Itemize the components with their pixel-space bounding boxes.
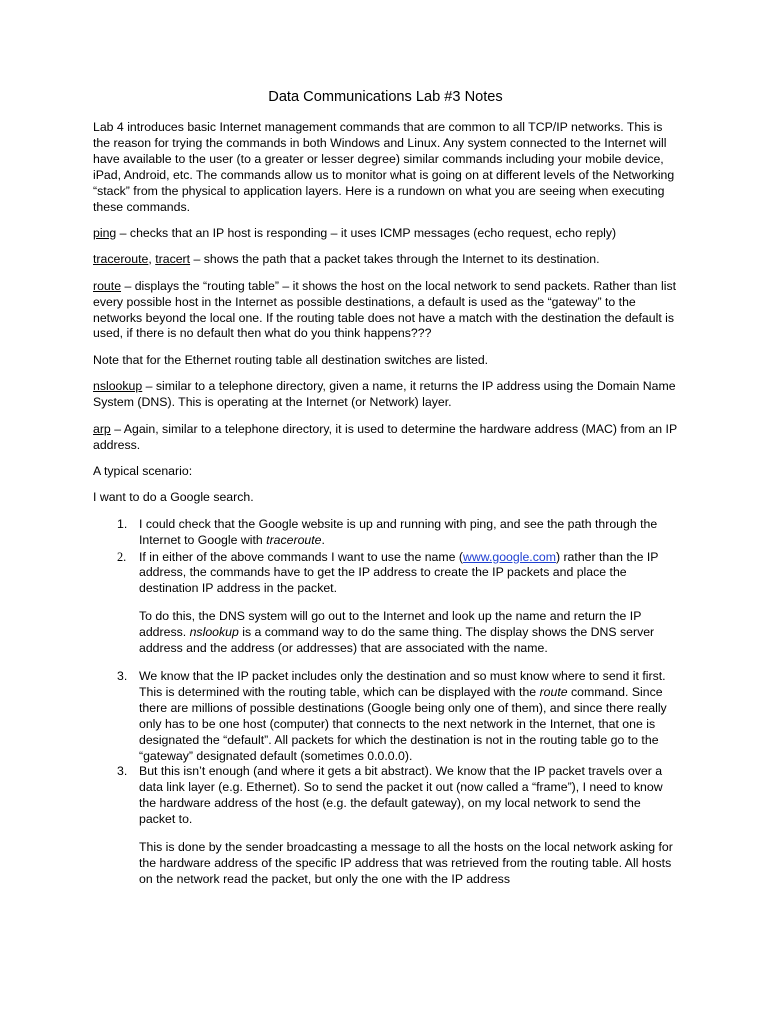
nslookup-paragraph (93, 379, 678, 411)
traceroute-separator: , (148, 252, 156, 267)
page-title: Data Communications Lab #3 Notes (268, 89, 503, 105)
traceroute-term: traceroute (93, 252, 149, 267)
arp-description: – Again, similar to a telephone directory, it is used to determine the hardware address (MAC) from an IP address. (93, 421, 677, 452)
list-item (93, 669, 678, 764)
scenario-intro: I want to do a Google search. (93, 490, 254, 505)
scenario-heading: A typical scenario: (93, 463, 193, 478)
list-item (93, 764, 678, 887)
step-text-part: command. Since there are millions of possible destinations (Google being only one of them), and since there really only has to be one host (computer) that connects to the next network in the Internet, that one is designated the “default”. All packets for which the destination is not in the routing table go to the “gateway” designated default (sometimes 0.0.0.0). (139, 684, 667, 763)
step-text (139, 550, 678, 598)
nslookup-description: – similar to a telephone directory, given a name, it returns the IP address using the Domain Name System (DNS). This is operating at the Internet (or Network) layer. (93, 379, 676, 410)
ethernet-note: Note that for the Ethernet routing table all destination switches are listed. (93, 352, 489, 367)
list-number: 3. (117, 764, 128, 779)
arp-paragraph (93, 422, 678, 454)
step-text-part: . (321, 532, 325, 547)
route-paragraph (93, 279, 678, 343)
route-term: route (93, 278, 122, 293)
ping-term: ping (93, 225, 117, 240)
list-number: 3. (117, 668, 128, 683)
step-text (139, 669, 678, 764)
step-text-part: I could check that the Google website is up and running with ping, and see the path through the Internet to Google with (139, 516, 658, 547)
traceroute-paragraph (93, 252, 678, 268)
step-subparagraph: This is done by the sender broadcasting a message to all the hosts on the local network asking for the hardware address of the specific IP address that was retrieved from the routing table. All hosts on the network read the packet, but only the one with the IP address (139, 840, 673, 886)
step-text: But this isn’t enough (and where it gets a bit abstract). We know that the IP packet travels over a data link layer (e.g. Ethernet). So to send the packet it out (now called a “frame”), I need to know the hardware address of the host (e.g. the default gateway), on my local network to send the packet to. (139, 764, 663, 827)
ping-description: – checks that an IP host is responding – it uses ICMP messages (echo request, echo reply) (116, 225, 617, 240)
step-text-part: To do this, the DNS system will go out to the Internet and look up the name and return the IP address. (139, 609, 642, 640)
route-description: – displays the “routing table” – it shows the host on the local network to send packets. Rather than list every possible host in the Internet as possible destinations, a default is used as the “gateway” to the networks beyond the local one. If the routing table does not have a match with the destination the default is used, if there is no default then what do you think happens??? (93, 278, 677, 341)
scenario-steps (93, 517, 678, 888)
step-command-traceroute: traceroute (266, 532, 322, 547)
step-text-part: is a command way to do the same thing. The display shows the DNS server address and the address (or addresses) that are associated with the name. (139, 625, 655, 656)
step-command-route: route (539, 684, 568, 699)
google-link[interactable]: www.google.com (463, 549, 556, 564)
list-item (93, 550, 678, 657)
list-number: 2. (117, 549, 127, 564)
document-page (93, 88, 678, 900)
step-text-part: If in either of the above commands I want to use the name ( (139, 549, 463, 564)
step-text-part: ) rather than the IP address, the commands have to get the IP address to create the IP packets and place the destination IP address in the packet. (139, 549, 659, 596)
step-subparagraph (139, 609, 678, 657)
tracert-term: tracert (155, 252, 191, 267)
intro-paragraph: Lab 4 introduces basic Internet management commands that are common to all TCP/IP networks. This is the reason for trying the commands in both Windows and Linux. Any system connected to the Internet will have available to the user (to a greater or lesser degree) similar commands including your mobile device, iPad, Android, etc. The commands allow us to monitor what is going on at different levels of the Networking “stack” from the physical to application layers. Here is a rundown on what you are seeing when executing these commands. (93, 120, 675, 214)
step-text (139, 517, 678, 549)
list-number: 1. (117, 516, 128, 531)
step-text-part: We know that the IP packet includes only the destination and so must know where to send it first. This is determined with the routing table, which can be displayed with the (139, 668, 666, 699)
step-command-nslookup: nslookup (189, 625, 239, 640)
arp-term: arp (93, 421, 111, 436)
ping-paragraph (93, 226, 678, 242)
nslookup-term: nslookup (93, 379, 143, 394)
traceroute-description: – shows the path that a packet takes through the Internet to its destination. (190, 252, 600, 267)
list-item (93, 517, 678, 549)
